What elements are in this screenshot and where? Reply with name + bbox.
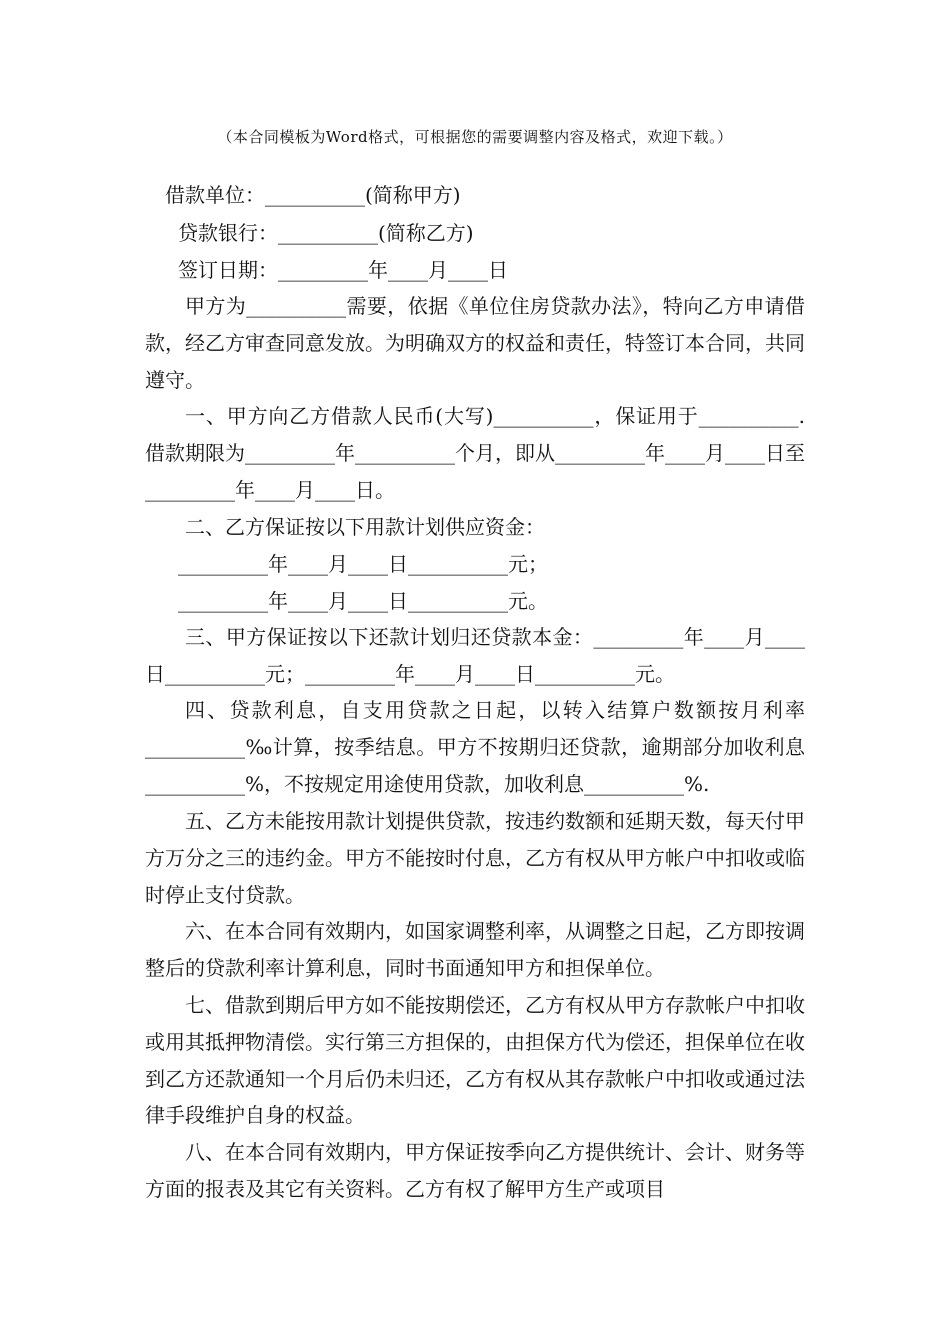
borrower-line: 借款单位：__________(简称甲方) (165, 183, 461, 207)
template-note: （本合同模板为Word格式，可根据您的需要调整内容及格式，欢迎下载。） (217, 128, 733, 146)
clause-1-paragraph: 一、甲方向乙方借款人民币(大写)__________，保证用于__________.借款期限为_________年__________个月，即从_________年____月____日至_________年____月____日。 (145, 404, 805, 502)
clause-4-paragraph: 四、贷款利息，自支用贷款之日起，以转入结算户数额按月利率__________‰计算，按季结息。甲方不按期归还贷款，逾期部分加收利息__________%，不按规定用途使用贷款，加收利息__________%. (145, 698, 805, 796)
intro-paragraph: 甲方为__________需要，依据《单位住房贷款办法》，特向乙方申请借款，经乙方审查同意发放。为明确双方的权益和责任，特签订本合同，共同遵守。 (145, 294, 805, 392)
supply-schedule-line-1: _________年____月____日__________元； (178, 552, 548, 576)
clause-2-paragraph: 二、乙方保证按以下用款计划供应资金： (185, 515, 545, 539)
clause-3-paragraph: 三、甲方保证按以下还款计划归还贷款本金：_________年____月____日__________元；_________年____月____日__________元。 (145, 625, 805, 686)
clause-7-paragraph: 七、借款到期后甲方如不能按期偿还，乙方有权从甲方存款帐户中扣收或用其抵押物清偿。实行第三方担保的，由担保方代为偿还，担保单位在收到乙方还款通知一个月后仍未归还，乙方有权从其存款帐户中扣收或通过法律手段维护自身的权益。 (145, 993, 805, 1128)
sign-date-line: 签订日期：_________年____月____日 (178, 258, 508, 282)
clause-6-paragraph: 六、在本合同有效期内，如国家调整利率，从调整之日起，乙方即按调整后的贷款利率计算利息，同时书面通知甲方和担保单位。 (145, 919, 805, 980)
lender-line: 贷款银行：__________(简称乙方) (178, 221, 474, 245)
supply-schedule-line-2: _________年____月____日__________元。 (178, 589, 548, 613)
clause-5-paragraph: 五、乙方未能按用款计划提供贷款，按违约数额和延期天数，每天付甲方万分之三的违约金。甲方不能按时付息，乙方有权从甲方帐户中扣收或临时停止支付贷款。 (145, 809, 805, 907)
clause-8-paragraph: 八、在本合同有效期内，甲方保证按季向乙方提供统计、会计、财务等方面的报表及其它有关资料。乙方有权了解甲方生产或项目 (145, 1140, 805, 1201)
